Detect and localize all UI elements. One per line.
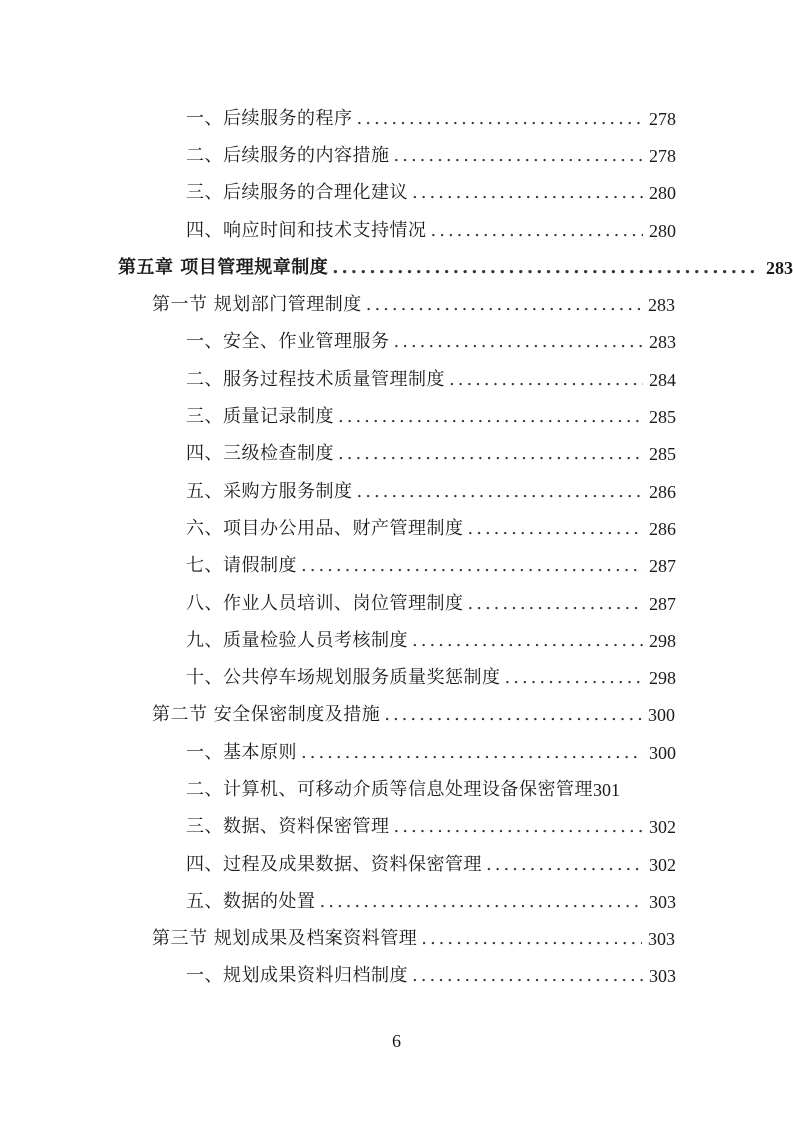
toc-entry-item[interactable]: [0, 473, 676, 510]
toc-entry-item[interactable]: [0, 809, 676, 846]
toc-entry-page-number: 303: [649, 966, 676, 987]
toc-entry-page-number: 283: [648, 295, 675, 316]
toc-entry-title: 一、基本原则: [186, 741, 297, 763]
toc-entry-title: 第一节 规划部门管理制度: [152, 294, 362, 316]
toc-entry-title: 第五章 项目管理规章制度: [118, 256, 329, 278]
toc-entry-item[interactable]: [0, 771, 676, 808]
toc-entry-item[interactable]: [0, 398, 676, 435]
toc-entry-title: 五、采购方服务制度: [186, 480, 353, 502]
toc-entry-item[interactable]: [0, 883, 676, 920]
toc-entry-title: 第三节 规划成果及档案资料管理: [152, 928, 418, 950]
toc-entry-item[interactable]: [0, 361, 676, 398]
toc-entry-page-number: 301: [593, 779, 620, 800]
toc-dot-leader: [394, 818, 644, 836]
toc-entry-title: 六、项目办公用品、财产管理制度: [186, 517, 464, 539]
toc-entry-section[interactable]: [0, 921, 675, 958]
toc-entry-page-number: 300: [649, 742, 676, 763]
toc-entry-page-number: 283: [766, 257, 793, 278]
toc-entry-title: 四、过程及成果数据、资料保密管理: [186, 853, 482, 875]
toc-dot-leader: [338, 408, 643, 426]
toc-entry-page-number: 303: [649, 891, 676, 912]
toc-entry-title: 一、规划成果资料归档制度: [186, 965, 408, 987]
toc-dot-leader: [505, 669, 644, 687]
toc-entry-title: 五、数据的处置: [186, 890, 316, 912]
toc-entry-item[interactable]: [0, 175, 676, 212]
toc-entry-item[interactable]: [0, 548, 676, 585]
toc-dot-leader: [394, 147, 644, 165]
toc-entry-title: 二、计算机、可移动介质等信息处理设备保密管理: [186, 778, 593, 800]
toc-dot-leader: [384, 706, 642, 724]
toc-entry-page-number: 303: [648, 929, 675, 950]
toc-entry-title: 三、后续服务的合理化建议: [186, 182, 408, 204]
toc-entry-title: 二、后续服务的内容措施: [186, 144, 390, 166]
toc-entry-item[interactable]: [0, 436, 676, 473]
toc-entry-item[interactable]: [0, 622, 676, 659]
toc-entry-page-number: 300: [648, 705, 675, 726]
page-footer-number: 6: [392, 1031, 401, 1051]
toc-entry-title: 四、三级检查制度: [186, 443, 334, 465]
toc-dot-leader: [366, 296, 642, 314]
toc-dot-leader: [412, 967, 643, 985]
toc-entry-page-number: 286: [649, 481, 676, 502]
toc-dot-leader: [431, 222, 644, 240]
toc-entry-page-number: 278: [649, 145, 676, 166]
toc-entry-title: 三、质量记录制度: [186, 406, 334, 428]
toc-entry-page-number: 283: [649, 332, 676, 353]
toc-entry-page-number: 280: [649, 220, 676, 241]
table-of-contents: [0, 100, 793, 995]
toc-entry-title: 十、公共停车场规划服务质量奖惩制度: [186, 667, 501, 689]
toc-dot-leader: [468, 520, 644, 538]
toc-entry-title: 四、响应时间和技术支持情况: [186, 219, 427, 241]
toc-dot-leader: [357, 483, 644, 501]
toc-entry-item[interactable]: [0, 585, 676, 622]
toc-entry-page-number: 298: [649, 630, 676, 651]
toc-entry-page-number: 286: [649, 518, 676, 539]
toc-dot-leader: [412, 632, 643, 650]
toc-entry-item[interactable]: [0, 137, 676, 174]
toc-entry-title: 一、安全、作业管理服务: [186, 331, 390, 353]
toc-dot-leader: [332, 259, 760, 277]
toc-dot-leader: [421, 930, 642, 948]
toc-dot-leader: [320, 893, 644, 911]
toc-entry-title: 二、服务过程技术质量管理制度: [186, 368, 445, 390]
toc-entry-page-number: 280: [649, 183, 676, 204]
toc-entry-item[interactable]: [0, 510, 676, 547]
toc-dot-leader: [468, 595, 644, 613]
toc-entry-page-number: 302: [649, 817, 676, 838]
toc-entry-page-number: 287: [649, 556, 676, 577]
toc-entry-page-number: 285: [649, 444, 676, 465]
toc-dot-leader: [394, 333, 644, 351]
toc-entry-page-number: 284: [649, 369, 676, 390]
toc-entry-title: 九、质量检验人员考核制度: [186, 629, 408, 651]
toc-entry-title: 八、作业人员培训、岗位管理制度: [186, 592, 464, 614]
toc-entry-title: 三、数据、资料保密管理: [186, 816, 390, 838]
toc-entry-item[interactable]: [0, 846, 676, 883]
toc-entry-item[interactable]: [0, 958, 676, 995]
toc-dot-leader: [301, 557, 643, 575]
toc-dot-leader: [449, 371, 643, 389]
toc-entry-chapter[interactable]: [0, 249, 793, 286]
toc-entry-section[interactable]: [0, 286, 675, 323]
toc-dot-leader: [357, 110, 644, 128]
toc-entry-title: 七、请假制度: [186, 555, 297, 577]
toc-dot-leader: [486, 856, 643, 874]
toc-entry-page-number: 285: [649, 407, 676, 428]
toc-entry-item[interactable]: [0, 324, 676, 361]
toc-entry-title: 一、后续服务的程序: [186, 107, 353, 129]
toc-entry-item[interactable]: [0, 100, 676, 137]
toc-entry-item[interactable]: [0, 212, 676, 249]
toc-dot-leader: [301, 744, 643, 762]
toc-entry-title: 第二节 安全保密制度及措施: [152, 704, 381, 726]
toc-dot-leader: [412, 184, 643, 202]
toc-entry-section[interactable]: [0, 697, 675, 734]
toc-entry-page-number: 298: [649, 668, 676, 689]
toc-entry-item[interactable]: [0, 734, 676, 771]
toc-entry-item[interactable]: [0, 659, 676, 696]
toc-entry-page-number: 302: [649, 854, 676, 875]
toc-entry-page-number: 287: [649, 593, 676, 614]
toc-dot-leader: [338, 445, 643, 463]
toc-entry-page-number: 278: [649, 108, 676, 129]
